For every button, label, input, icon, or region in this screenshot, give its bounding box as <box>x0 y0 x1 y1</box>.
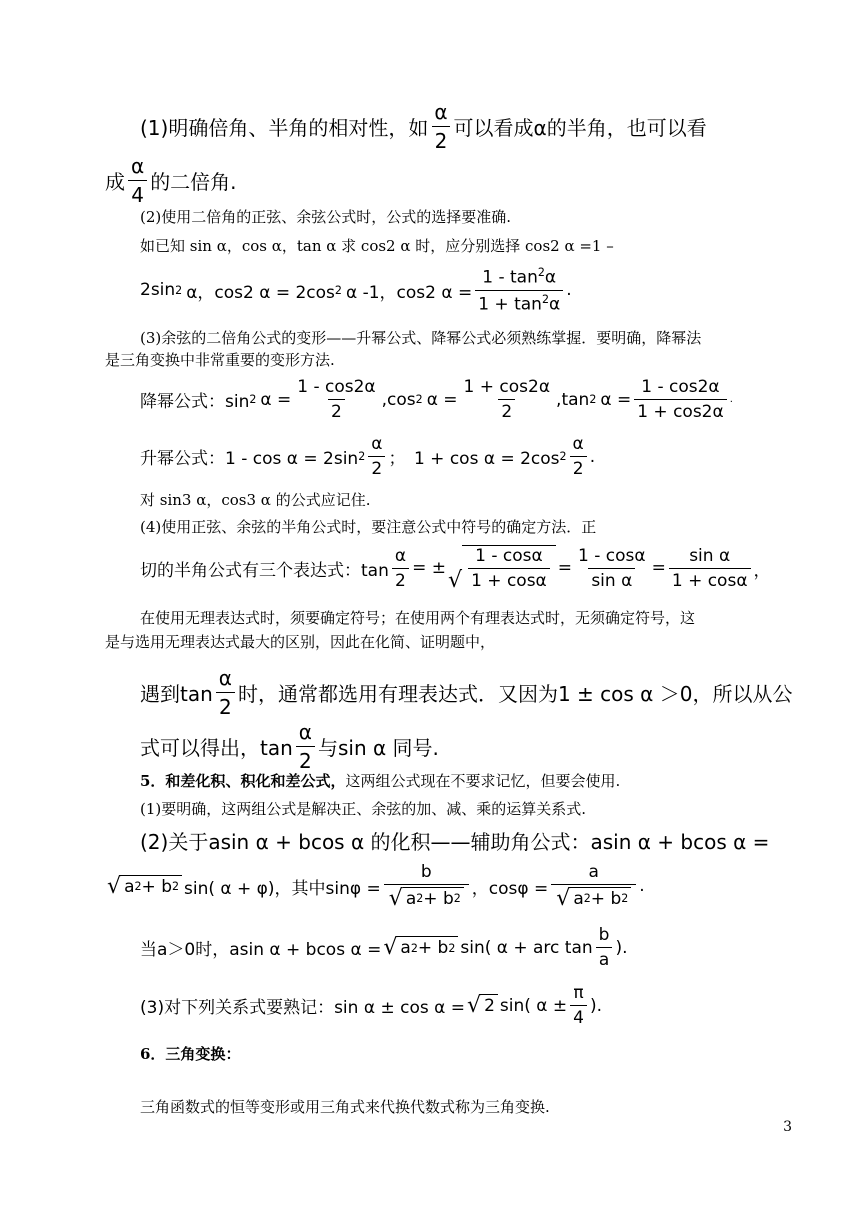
line-4: 如已知 sin α，cos α，tan α 求 cos2 α 时，应分别选择 cos2 α =1 – <box>140 237 614 255</box>
line-22: (3)对下列关系式要熟记：sin α ± cos α = √ 2 sin( α ± $\frac{\pi}{4}$ ). <box>140 983 603 1028</box>
line-19: (2)关于asin α + bcos α 的化积——辅助角公式：asin α + bcos α = <box>140 830 770 854</box>
line-3: (2)使用二倍角的正弦、余弦公式时，公式的选择要准确. <box>140 208 512 226</box>
page-number: 3 <box>783 1119 792 1135</box>
line-13: 在使用无理表达式时，须要确定符号；在使用两个有理表达式时，无须确定符号，这 <box>140 609 696 627</box>
fraction-cos2a-tan: $\frac{1 - \tan^2\alpha}{1 + \tan^2\alpha}$ <box>475 266 563 314</box>
fraction-alpha-over-4: $\frac{\alpha}{4}$ <box>128 154 147 207</box>
line-8: 降幂公式：sin 2 α = $\frac{1 - \cos 2\alpha}{2}$ ,cos 2 α = $\frac{1 + \cos 2\alpha}{2}$ ,tan 2 α = $\frac{1 - \cos 2\alpha}{1 + \cos 2\alpha}$ . <box>140 377 733 422</box>
line-16: 式可以得出，tan $\frac{\alpha}{2}$ 与sin α 同号. <box>140 720 439 773</box>
line-24: 三角函数式的恒等变形或用三角式来代换代数式称为三角变换. <box>140 1098 550 1116</box>
fraction-alpha-over-2: $\frac{\alpha}{2}$ <box>431 100 450 153</box>
line-9: 升幂公式：1 - cos α = 2sin 2 $\frac{\alpha}{2}$ ； 1 + cos α = 2cos 2 $\frac{\alpha}{2}$ . <box>140 434 596 479</box>
section-6-heading: 6．三角变换： <box>140 1045 241 1063</box>
line-17: 5．和差化积、积化和差公式， 这两组公式现在不要求记忆，但要会使用. <box>140 772 621 790</box>
line-18: (1)要明确，这两组公式是解决正、余弦的加、减、乘的运算关系式. <box>140 800 587 818</box>
line-6: (3)余弦的二倍角公式的变形——升幂公式、降幂公式必须熟练掌握．要明确，降幂法 <box>140 329 702 347</box>
line-12: 切的半角公式有三个表达式：tan $\frac{\alpha}{2}$ = ± √ $\frac{1 - \cos\alpha}{1 + \cos\alpha}$ = $\frac{1 - \cos\alpha}{\text{sin α}}$ = $\frac{\text{sin α}}{1 + \cos\alpha}$ ， <box>140 545 771 593</box>
line-14: 是与选用无理表达式最大的区别，因此在化简、证明题中， <box>105 633 496 651</box>
line-20: √ a 2 + b 2 sin( α + φ)，其中sinφ = b √ a 2 + b 2 ，cosφ = a √ a 2 + b 2 . <box>107 862 645 911</box>
line-5: 2sin 2 α，cos2 α = 2cos 2 α -1，cos2 α = $\frac{1 - \tan^2\alpha}{1 + \tan^2\alpha}$ . <box>140 266 572 315</box>
line-2: 成 $\frac{\alpha}{4}$ 的二倍角. <box>105 154 237 207</box>
line-7: 是三角变换中非常重要的变形方法. <box>105 351 335 369</box>
sqrt-sign: √ $\frac{1 - \cos\alpha}{1 + \cos\alpha}$ <box>448 545 556 591</box>
line-1: (1)明确倍角、半角的相对性，如 $\frac{\alpha}{2}$ 可以看成α的半角，也可以看 <box>140 100 707 153</box>
line-10: 对 sin3 α，cos3 α 的公式应记住. <box>140 491 371 509</box>
line-21: 当a＞0时，asin α + bcos α = √ a 2 + b 2 sin( α + arc tan $\frac{b}{a}$ ). <box>140 925 628 970</box>
line-11: (4)使用正弦、余弦的半角公式时，要注意公式中符号的确定方法．正 <box>140 518 597 536</box>
line-15: 遇到tan $\frac{\alpha}{2}$ 时，通常都选用有理表达式．又因为1 ± cos α ＞0，所以从公 <box>140 666 793 719</box>
